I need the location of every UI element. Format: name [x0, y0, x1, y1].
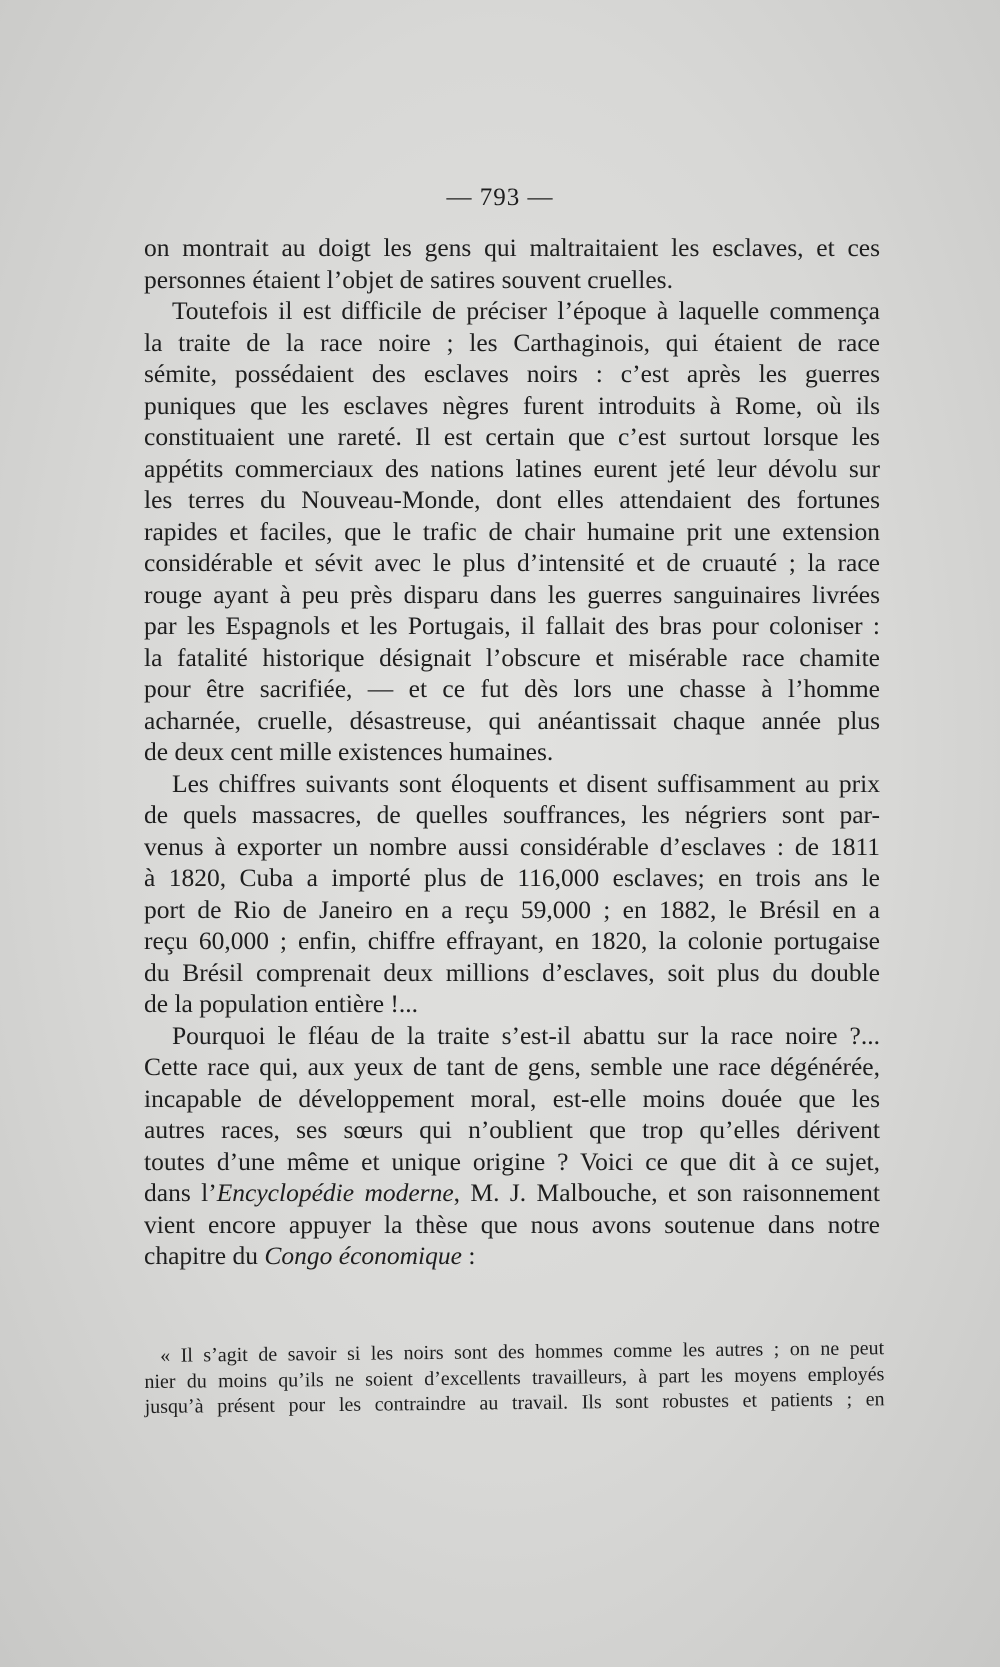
text-line-with-title	[144, 1240, 880, 1272]
chapter-title: Congo économique	[264, 1241, 462, 1270]
main-text-block	[144, 232, 880, 1272]
text-line: on montrait au doigt les gens qui maltraitaient les esclaves, et ces	[144, 233, 880, 262]
text-line: à 1820, Cuba a importé plus de 116,000 esclaves; en trois ans le	[144, 863, 880, 892]
text-line: constituaient une rareté. Il est certain que c’est surtout lorsque les	[144, 422, 880, 451]
text-line: autres races, ses sœurs qui n’oublient que trop qu’elles dérivent	[144, 1115, 880, 1144]
text-line: de deux cent mille existences humaines.	[144, 737, 554, 766]
paragraph-first-line: Toutefois il est difficile de préciser l’époque à laquelle commença	[172, 296, 880, 325]
text-line: sémite, possédaient des esclaves noirs : c’est après les guerres	[144, 359, 880, 388]
quote-line: « Il s’agit de savoir si les noirs sont des hommes comme les autres ; on ne peut	[160, 1337, 885, 1367]
text-line: la fatalité historique désignait l’obscure et misérable race chamite	[144, 642, 880, 672]
text-line: de la population entière !...	[144, 989, 419, 1018]
text-line: port de Rio de Janeiro en a reçu 59,000 ; en 1882, le Brésil en a	[144, 894, 880, 924]
text-line: les terres du Nouveau-Monde, dont elles attendaient des fortunes	[144, 485, 880, 514]
text-line: vient encore appuyer la thèse que nous avons soutenue dans notre	[144, 1209, 880, 1239]
text-line: appétits commerciaux des nations latines eurent jeté leur dévolu sur	[144, 453, 880, 483]
paragraph-first-line: Les chiffres suivants sont éloquents et disent suffisamment au prix	[172, 768, 880, 798]
text-line: puniques que les esclaves nègres furent introduits à Rome, où ils	[144, 390, 880, 420]
text-line: du Brésil comprenait deux millions d’esclaves, soit plus du double	[144, 957, 880, 987]
text-line: venus à exporter un nombre aussi considérable d’esclaves : de 1811	[144, 831, 880, 861]
paragraph-first-line: Pourquoi le fléau de la traite s’est-il abattu sur la race noire ?...	[172, 1020, 880, 1050]
quote-line: nier du moins qu’ils ne soient d’excellents travailleurs, à part les moyens employés	[144, 1362, 885, 1393]
text-line: par les Espagnols et les Portugais, il fallait des bras pour coloniser :	[144, 611, 880, 640]
text-line: incapable de développement moral, est-elle moins douée que les	[144, 1083, 880, 1113]
quote-line: jusqu’à présent pour les contraindre au travail. Ils sont robustes et patients ; en	[144, 1388, 885, 1418]
page-number: — 793 —	[446, 184, 554, 211]
text-line: considérable et sévit avec le plus d’intensité et de cruauté ; la race	[144, 548, 880, 577]
text-line: de quels massacres, de quelles souffrances, les négriers sont par-	[144, 800, 880, 829]
text-line: reçu 60,000 ; enfin, chiffre effrayant, en 1820, la colonie portugaise	[144, 926, 880, 955]
text-line: rouge ayant à peu près disparu dans les guerres sanguinaires livrées	[144, 579, 880, 609]
text-line: Cette race qui, aux yeux de tant de gens, semble une race dégénérée,	[144, 1052, 880, 1081]
text-line-with-title	[144, 1177, 880, 1209]
text-run: :	[461, 1241, 476, 1270]
encyclopedia-title: Encyclopédie moderne	[216, 1178, 454, 1207]
quotation-block	[144, 1336, 885, 1420]
text-run: dans l’	[144, 1178, 217, 1207]
text-run: chapitre du	[144, 1241, 265, 1270]
text-line: personnes étaient l’objet de satires souvent cruelles.	[144, 264, 673, 294]
text-line: la traite de la race noire ; les Carthaginois, qui étaient de race	[144, 327, 880, 357]
text-line: pour être sacrifiée, — et ce fut dès lors une chasse à l’homme	[144, 674, 880, 703]
text-line: toutes d’une même et unique origine ? Voici ce que dit à ce sujet,	[144, 1146, 880, 1176]
text-line: rapides et faciles, que le trafic de chair humaine prit une extension	[144, 516, 880, 546]
text-run: , M. J. Malbouche, et son raisonnement	[453, 1178, 881, 1207]
text-line: acharnée, cruelle, désastreuse, qui anéantissait chaque année plus	[144, 705, 880, 735]
